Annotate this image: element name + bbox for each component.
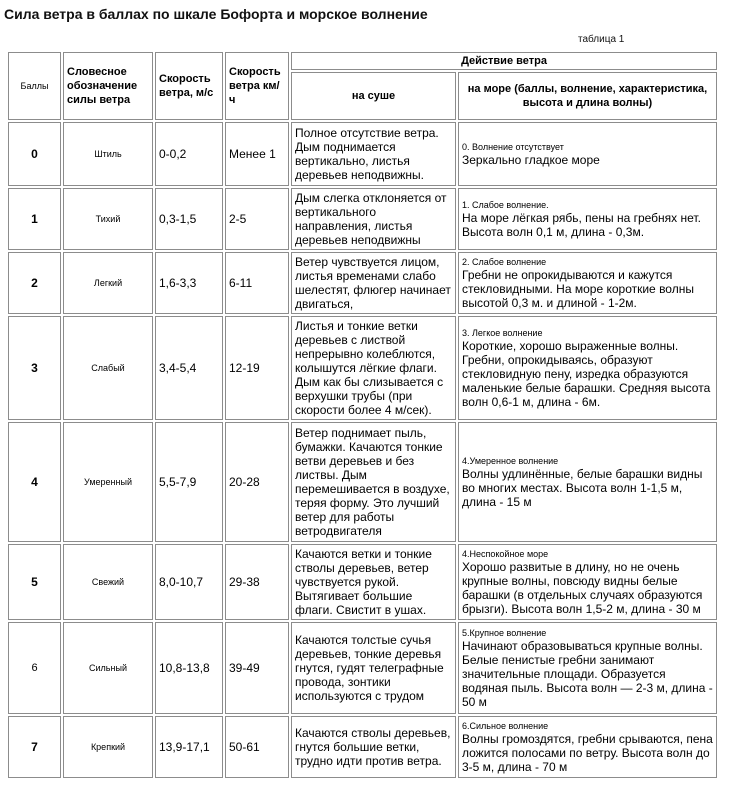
header-balls: Баллы: [8, 52, 61, 120]
table-row: [8, 544, 717, 620]
land-effect: Ветер чувствуется лицом, листья временами слабо шелестят, флюгер начинает двигаться,: [291, 252, 456, 314]
sea-description: Гребни не опрокидываются и кажутся стекловидными. На море короткие волны высотой 0,3 м. и длиной - 1-2м.: [462, 268, 694, 310]
land-effect: Дым слегка отклоняется от вертикального направления, листья деревьев неподвижны: [291, 188, 456, 250]
speed-ms: 3,4-5,4: [155, 316, 223, 420]
speed-ms: 0,3-1,5: [155, 188, 223, 250]
speed-kmh: 12-19: [225, 316, 289, 420]
land-effect: Качаются ветки и тонкие стволы деревьев, ветер чувствуется рукой. Вытягивает большие флаги. Свистит в ушах.: [291, 544, 456, 620]
speed-kmh: 50-61: [225, 716, 289, 778]
table-number: таблица 1: [578, 34, 625, 45]
land-effect: Листья и тонкие ветки деревьев с листвой непрерывно колеблются, колышутся лёгкие флаги. Дым как бы слизывается с верхушки трубы (при скорости более 4 м/сек).: [291, 316, 456, 420]
header-sea: на море (баллы, волнение, характеристика, высота и длина волны): [458, 72, 717, 120]
sea-heading: 4.Неспокойное море: [462, 549, 549, 559]
ball-value: 2: [8, 252, 61, 314]
sea-heading: 6.Сильное волнение: [462, 721, 549, 731]
sea-effect: [458, 316, 717, 420]
sea-description: Начинают образовываться крупные волны. Белые пенистые гребни занимают значительные площади. Образуется водяная пыль. Высота волн — 2-3 м, длина - 50 м: [462, 639, 713, 709]
land-effect: Качаются толстые сучья деревьев, тонкие деревья гнутся, гудят телеграфные провода, зонтики используются с трудом: [291, 622, 456, 714]
speed-ms: 8,0-10,7: [155, 544, 223, 620]
speed-kmh: 39-49: [225, 622, 289, 714]
land-effect: Полное отсутствие ветра. Дым поднимается вертикально, листья деревьев неподвижны.: [291, 122, 456, 186]
wind-name: Штиль: [63, 122, 153, 186]
speed-kmh: Менее 1: [225, 122, 289, 186]
sea-heading: 1. Слабое волнение.: [462, 200, 549, 210]
ball-value: 6: [8, 622, 61, 714]
ball-value: 0: [8, 122, 61, 186]
sea-heading: 4.Умеренное волнение: [462, 456, 559, 466]
table-row: [8, 316, 717, 420]
sea-effect: [458, 188, 717, 250]
beaufort-table: [6, 50, 719, 780]
sea-effect: [458, 122, 717, 186]
speed-kmh: 6-11: [225, 252, 289, 314]
speed-kmh: 20-28: [225, 422, 289, 542]
header-land: на суше: [291, 72, 456, 120]
header-action: Действие ветра: [291, 52, 717, 70]
sea-heading: 5.Крупное волнение: [462, 628, 547, 638]
sea-effect: [458, 716, 717, 778]
land-effect: Ветер поднимает пыль, бумажки. Качаются тонкие ветви деревьев и без листвы. Дым перемешивается в воздухе, теряя форму. Это лучший ветер для работы ветродвигателя: [291, 422, 456, 542]
table-row: [8, 422, 717, 542]
land-effect: Качаются стволы деревьев, гнутся большие ветки, трудно идти против ветра.: [291, 716, 456, 778]
speed-ms: 0-0,2: [155, 122, 223, 186]
table-row: [8, 716, 717, 778]
sea-description: На море лёгкая рябь, пены на гребнях нет. Высота волн 0,1 м, длина - 0,3м.: [462, 211, 701, 239]
speed-kmh: 2-5: [225, 188, 289, 250]
speed-kmh: 29-38: [225, 544, 289, 620]
speed-ms: 10,8-13,8: [155, 622, 223, 714]
ball-value: 5: [8, 544, 61, 620]
table-row: [8, 122, 717, 186]
speed-ms: 5,5-7,9: [155, 422, 223, 542]
sea-description: Хорошо развитые в длину, но не очень крупные волны, повсюду видны белые барашки (в отдельных случаях образуются брызги). Высота волн 1,5-2 м, длина - 30 м: [462, 560, 703, 616]
ball-value: 4: [8, 422, 61, 542]
speed-ms: 1,6-3,3: [155, 252, 223, 314]
sea-heading: 2. Слабое волнение: [462, 257, 547, 267]
ball-value: 1: [8, 188, 61, 250]
table-row: [8, 622, 717, 714]
page-title: Сила ветра в баллах по шкале Бофорта и морское волнение: [4, 6, 428, 22]
sea-description: Волны громоздятся, гребни срываются, пена ложится полосами по ветру. Высота волн до 3-5 м, длина - 70 м: [462, 732, 713, 774]
header-speed-ms: Скорость ветра, м/с: [155, 52, 223, 120]
table-row: [8, 188, 717, 250]
ball-value: 3: [8, 316, 61, 420]
header-verbal: Словесное обозначение силы ветра: [63, 52, 153, 120]
wind-name: Свежий: [63, 544, 153, 620]
sea-description: Короткие, хорошо выраженные волны. Гребни, опрокидываясь, образуют стекловидную пену, изредка образуются маленькие белые барашки. Средняя высота волн 0,6-1 м, длина - 6м.: [462, 339, 711, 409]
wind-name: Легкий: [63, 252, 153, 314]
wind-name: Умеренный: [63, 422, 153, 542]
wind-name: Крепкий: [63, 716, 153, 778]
header-speed-kmh: Скорость ветра км/ч: [225, 52, 289, 120]
speed-ms: 13,9-17,1: [155, 716, 223, 778]
wind-name: Слабый: [63, 316, 153, 420]
sea-description: Зеркально гладкое море: [462, 153, 600, 167]
ball-value: 7: [8, 716, 61, 778]
sea-description: Волны удлинённые, белые барашки видны во многих местах. Высота волн 1-1,5 м, длина - 15 м: [462, 467, 703, 509]
wind-name: Тихий: [63, 188, 153, 250]
wind-name: Сильный: [63, 622, 153, 714]
sea-effect: [458, 622, 717, 714]
sea-effect: [458, 544, 717, 620]
table-row: [8, 252, 717, 314]
sea-heading: 3. Легкое волнение: [462, 328, 543, 338]
sea-effect: [458, 422, 717, 542]
sea-effect: [458, 252, 717, 314]
sea-heading: 0. Волнение отсутствует: [462, 142, 564, 152]
